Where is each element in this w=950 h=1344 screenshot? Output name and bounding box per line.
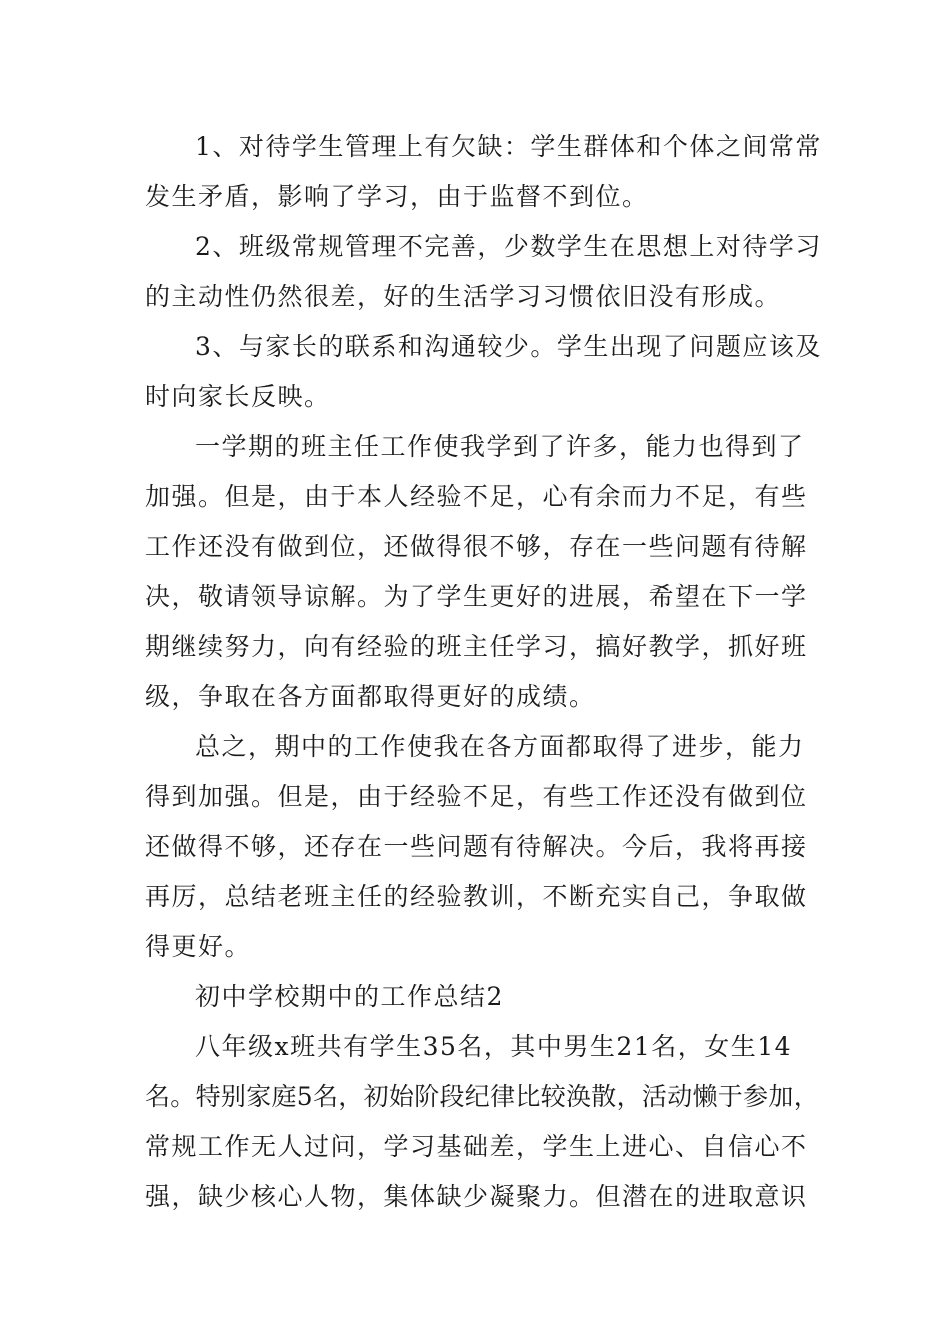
paragraph-issue-3 <box>145 322 822 422</box>
text-line: 2、班级常规管理不完善，少数学生在思想上对待学习 <box>195 232 822 261</box>
section-heading <box>145 972 810 1022</box>
text-line: 总之，期中的工作使我在各方面都取得了进步，能力 <box>195 732 805 761</box>
text-line: 加强。但是，由于本人经验不足，心有余而力不足，有些 <box>145 482 808 511</box>
section-heading-text: 初中学校期中的工作总结2 <box>195 982 504 1011</box>
text-line: 级，争取在各方面都取得更好的成绩。 <box>145 682 596 711</box>
text-line: 期继续努力，向有经验的班主任学习，搞好教学，抓好班 <box>145 632 808 661</box>
paragraph-conclusion <box>145 722 810 972</box>
document-body <box>145 122 822 1222</box>
text-line: 3、与家长的联系和沟通较少。学生出现了问题应该及 <box>195 332 822 361</box>
text-line: 决，敬请领导谅解。为了学生更好的进展，希望在下一学 <box>145 582 808 611</box>
text-line: 时向家长反映。 <box>145 382 331 411</box>
text-line: 八年级x班共有学生35名，其中男生21名，女生14 <box>195 1032 793 1061</box>
text-line: 工作还没有做到位，还做得很不够，存在一些问题有待解 <box>145 532 808 561</box>
paragraph-class-overview <box>145 1022 820 1222</box>
text-line: 发生矛盾，影响了学习，由于监督不到位。 <box>145 182 649 211</box>
text-line: 强，缺少核心人物，集体缺少凝聚力。但潜在的进取意识 <box>145 1182 808 1211</box>
text-line: 还做得不够，还存在一些问题有待解决。今后，我将再接 <box>145 832 808 861</box>
text-line: 常规工作无人过问，学习基础差，学生上进心、自信心不 <box>145 1132 808 1161</box>
text-line: 得更好。 <box>145 932 252 961</box>
text-line: 1、对待学生管理上有欠缺：学生群体和个体之间常常 <box>195 132 822 161</box>
paragraph-issue-2 <box>145 222 822 322</box>
paragraph-issue-1 <box>145 122 822 222</box>
text-line: 的主动性仍然很差，好的生活学习习惯依旧没有形成。 <box>145 282 782 311</box>
text-line: 名。特别家庭5名，初始阶段纪律比较涣散，活动懒于参加， <box>145 1082 820 1111</box>
text-line: 一学期的班主任工作使我学到了许多，能力也得到了 <box>195 432 805 461</box>
paragraph-reflection <box>145 422 810 722</box>
text-line: 得到加强。但是，由于经验不足，有些工作还没有做到位 <box>145 782 808 811</box>
text-line: 再厉，总结老班主任的经验教训，不断充实自己，争取做 <box>145 882 808 911</box>
